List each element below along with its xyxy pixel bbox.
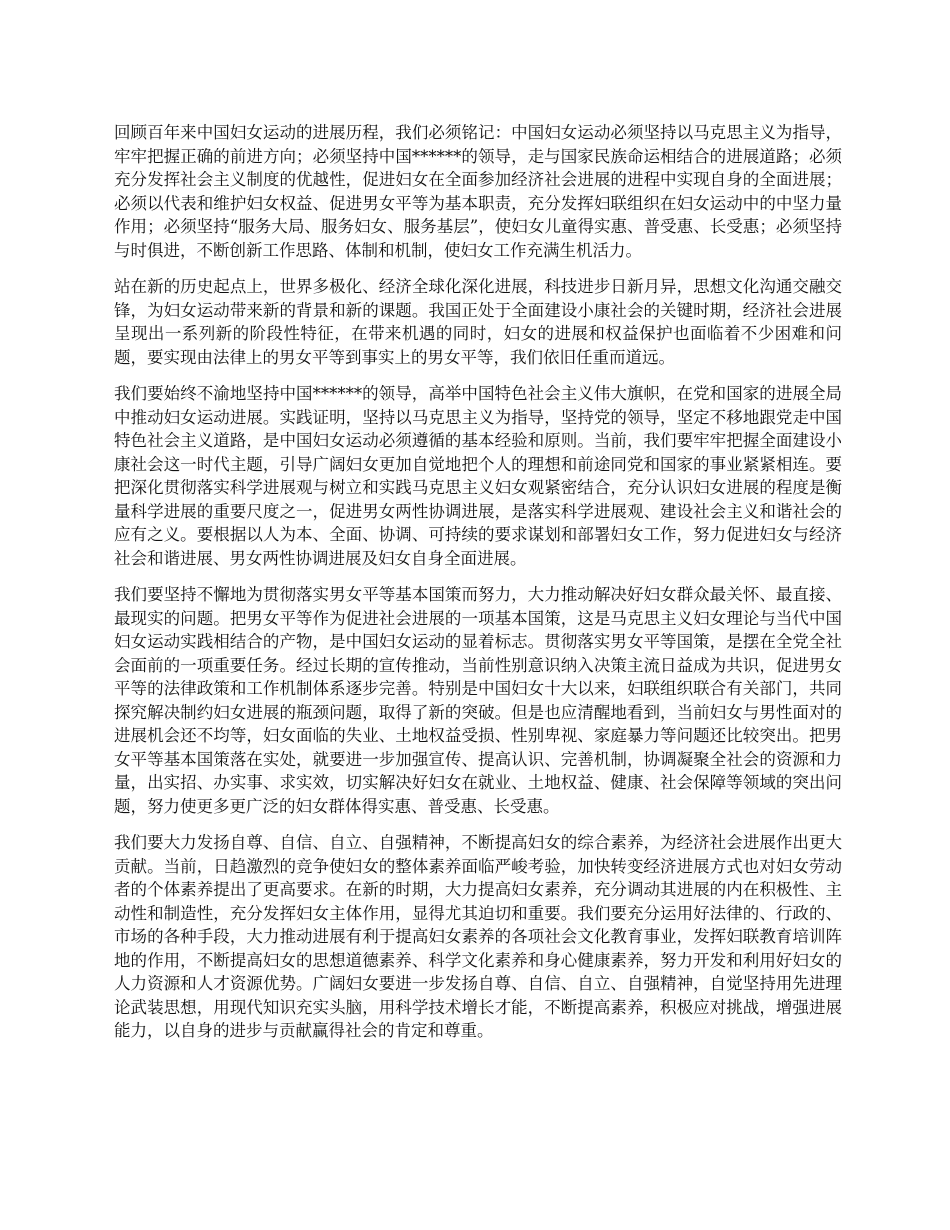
paragraph-2: 站在新的历史起点上，世界多极化、经济全球化深化进展，科技进步日新月异，思想文化沟通交融交锋，为妇女运动带来新的背景和新的课题。我国正处于全面建设小康社会的关键时期，经济社会进展呈现出一系列新的阶段性特征，在带来机遇的同时，妇女的进展和权益保护也面临着不少困难和问题，要实现由法律上的男女平等到事实上的男女平等，我们依旧任重而道远。 — [114, 277, 842, 367]
paragraph-4: 我们要坚持不懈地为贯彻落实男女平等基本国策而努力，大力推动解决好妇女群众最关怀、最直接、最现实的问题。把男女平等作为促进社会进展的一项基本国策，这是马克思主义妇女理论与当代中国妇女运动实践相结合的产物，是中国妇女运动的显着标志。贯彻落实男女平等国策，是摆在全党全社会面前的一项重要任务。经过长期的宣传推动，当前性别意识纳入决策主流日益成为共识，促进男女平等的法律政策和工作机制体系逐步完善。特别是中国妇女十大以来，妇联组织联合有关部门，共同探究解决制约妇女进展的瓶颈问题，取得了新的突破。但是也应清醒地看到，当前妇女与男性面对的进展机会还不均等，妇女面临的失业、土地权益受损、性别卑视、家庭暴力等问题还比较突出。把男女平等基本国策落在实处，就要进一步加强宣传、提高认识、完善机制，协调凝聚全社会的资源和力量，出实招、办实事、求实效，切实解决好妇女在就业、土地权益、健康、社会保障等领域的突出问题，努力使更多更广泛的妇女群体得实惠、普受惠、长受惠。 — [114, 585, 842, 816]
paragraph-5: 我们要大力发扬自尊、自信、自立、自强精神，不断提高妇女的综合素养，为经济社会进展作出更大贡献。当前，日趋激烈的竞争使妇女的整体素养面临严峻考验，加快转变经济进展方式也对妇女劳动者的个体素养提出了更高要求。在新的时期，大力提高妇女素养，充分调动其进展的内在积极性、主动性和制造性，充分发挥妇女主体作用，显得尤其迫切和重要。我们要充分运用好法律的、行政的、市场的各种手段，大力推动进展有利于提高妇女素养的各项社会文化教育事业，发挥妇联教育培训阵地的作用，不断提高妇女的思想道德素养、科学文化素养和身心健康素养，努力开发和利用好妇女的人力资源和人才资源优势。广阔妇女要进一步发扬自尊、自信、自立、自强精神，自觉坚持用先进理论武装思想，用现代知识充实头脑，用科学技术增长才能，不断提高素养，积极应对挑战，增强进展能力，以自身的进步与贡献赢得社会的肯定和尊重。 — [114, 833, 842, 1040]
paragraph-3: 我们要始终不渝地坚持中国******的领导，高举中国特色社会主义伟大旗帜，在党和国家的进展全局中推动妇女运动进展。实践证明，坚持以马克思主义为指导，坚持党的领导，坚定不移地跟党走中国特色社会主义道路，是中国妇女运动必须遵循的基本经验和原则。当前，我们要牢牢把握全面建设小康社会这一时代主题，引导广阔妇女更加自觉地把个人的理想和前途同党和国家的事业紧紧相连。要把深化贯彻落实科学进展观与树立和实践马克思主义妇女观紧密结合，充分认识妇女进展的程度是衡量科学进展的重要尺度之一，促进男女两性协调进展，是落实科学进展观、建设社会主义和谐社会的应有之义。要根据以人为本、全面、协调、可持续的要求谋划和部署妇女工作，努力促进妇女与经济社会和谐进展、男女两性协调进展及妇女自身全面进展。 — [114, 384, 842, 568]
document-body — [114, 121, 842, 1056]
paragraph-1: 回顾百年来中国妇女运动的进展历程，我们必须铭记：中国妇女运动必须坚持以马克思主义为指导，牢牢把握正确的前进方向；必须坚持中国******的领导，走与国家民族命运相结合的进展道路；必须充分发挥社会主义制度的优越性，促进妇女在全面参加经济社会进展的进程中实现自身的全面进展；必须以代表和维护妇女权益、促进男女平等为基本职责，充分发挥妇联组织在妇女运动中的中坚力量作用；必须坚持“服务大局、服务妇女、服务基层”，使妇女儿童得实惠、普受惠、长受惠；必须坚持与时俱进，不断创新工作思路、体制和机制，使妇女工作充满生机活力。 — [114, 123, 842, 260]
